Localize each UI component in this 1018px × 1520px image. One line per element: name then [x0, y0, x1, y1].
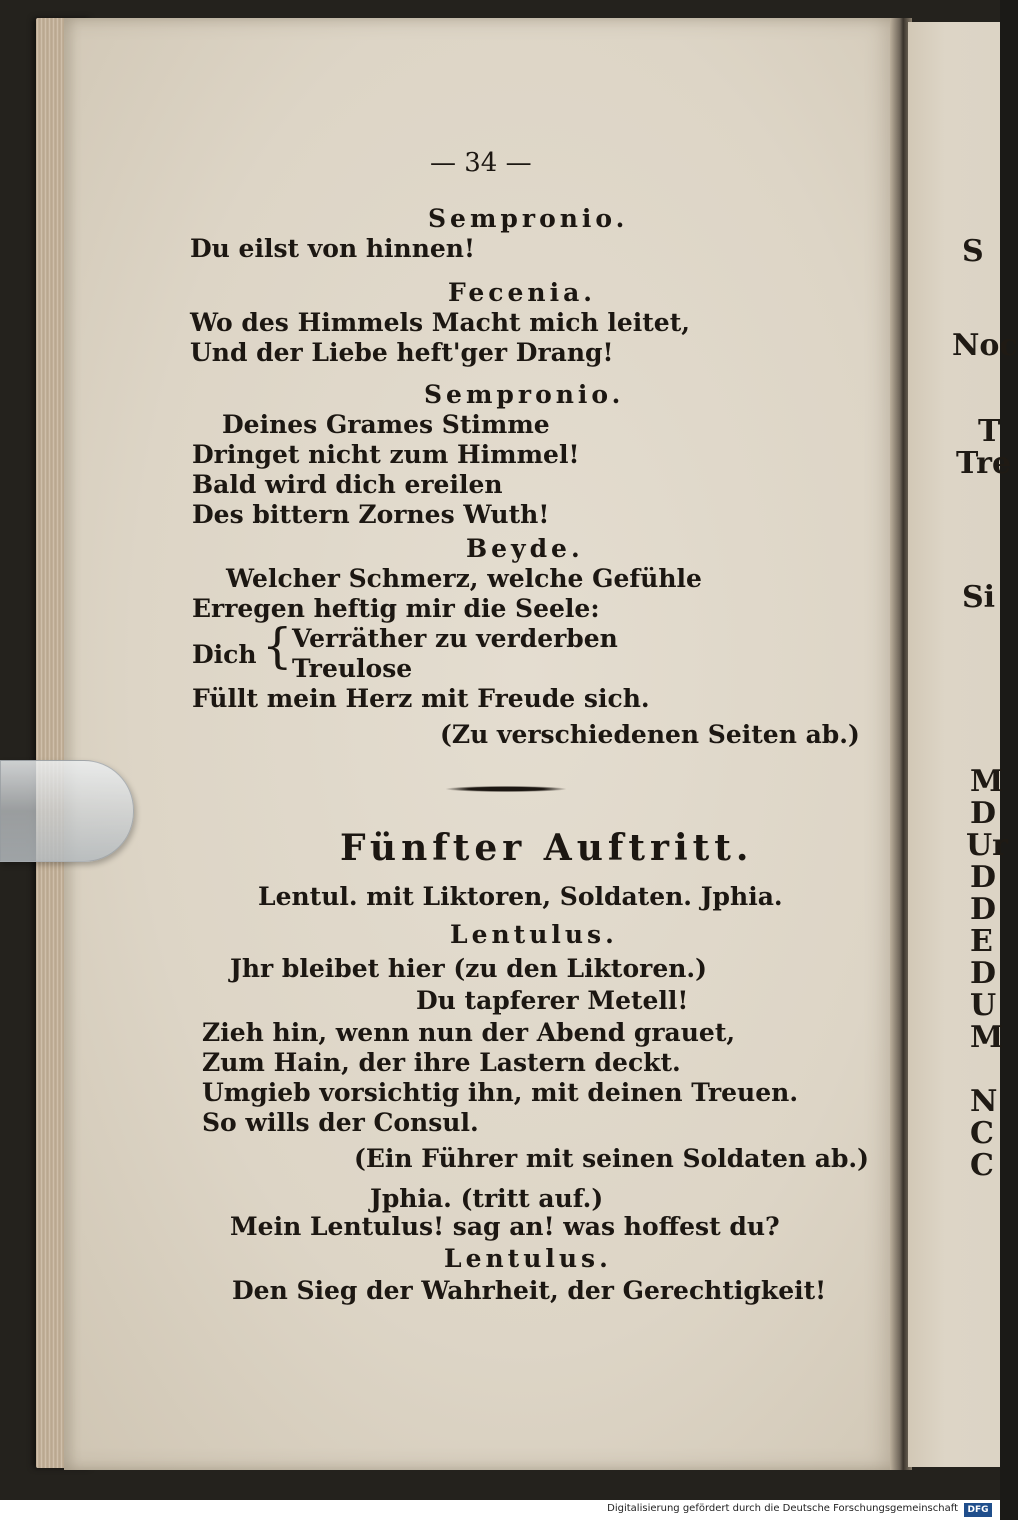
right-page-text: N: [970, 1084, 998, 1119]
verse-line: Du eilst von hinnen!: [190, 234, 475, 263]
right-page-text: T: [978, 414, 1001, 449]
stage-direction: (Zu verschiedenen Seiten ab.): [440, 720, 860, 749]
page-number: — 34 —: [430, 148, 532, 178]
verse-line: Du tapferer Metell!: [416, 986, 689, 1015]
verse-line: Umgieb vorsichtig ihn, mit deinen Treuen.: [202, 1078, 799, 1107]
verse-line: Welcher Schmerz, welche Gefühle: [226, 564, 702, 593]
speaker-name: Fecenia.: [448, 278, 596, 307]
stage-direction: (Ein Führer mit seinen Soldaten ab.): [354, 1144, 869, 1173]
verse-line: Bald wird dich ereilen: [192, 470, 503, 499]
verse-line: So wills der Consul.: [202, 1108, 479, 1137]
speaker-name: Lentulus.: [444, 1244, 612, 1273]
right-page-text: Ur: [966, 828, 1008, 863]
footer-bar: [0, 1500, 1000, 1520]
right-page-text: C: [970, 1116, 994, 1151]
verse-line: Dich: [192, 640, 257, 669]
right-page-text: U: [970, 988, 997, 1023]
verse-line: Jhr bleibet hier (zu den Liktoren.): [230, 954, 707, 983]
right-page-text: Tre: [956, 446, 1012, 481]
cast-list: Lentul. mit Liktoren, Soldaten. Jphia.: [258, 882, 783, 911]
section-divider: [446, 786, 566, 792]
right-page-text: M: [970, 764, 1004, 799]
right-page-text: Si: [962, 580, 996, 615]
verse-line: Und der Liebe heft'ger Drang!: [190, 338, 614, 367]
verse-line: Zum Hain, der ihre Lastern deckt.: [202, 1048, 681, 1077]
speaker-name: Sempronio.: [424, 380, 625, 409]
verse-line: Des bittern Zornes Wuth!: [192, 500, 550, 529]
dfg-logo: DFG: [964, 1503, 992, 1517]
verse-line: Mein Lentulus! sag an! was hoffest du?: [230, 1212, 780, 1241]
verse-line: Füllt mein Herz mit Freude sich.: [192, 684, 650, 713]
speaker-name: Sempronio.: [428, 204, 629, 233]
right-page-text: D: [970, 956, 997, 991]
verse-line: Den Sieg der Wahrheit, der Gerechtigkeit!: [232, 1276, 827, 1305]
right-page-text: Noc: [952, 328, 1018, 363]
right-page-text: D: [970, 892, 997, 927]
funding-credit: Digitalisierung gefördert durch die Deutsche Forschungsgemeinschaft: [607, 1503, 958, 1514]
scene-heading: Fünfter Auftritt.: [340, 827, 754, 869]
speaker-name: Jphia. (tritt auf.): [370, 1184, 604, 1213]
verse-line: Erregen heftig mir die Seele:: [192, 594, 600, 623]
right-page-text: S: [962, 234, 984, 269]
curly-brace: {: [262, 618, 293, 674]
verse-line: Zieh hin, wenn nun der Abend grauet,: [202, 1018, 736, 1047]
speaker-name: Lentulus.: [450, 920, 618, 949]
right-page-text: M: [970, 1020, 1004, 1055]
verse-line: Wo des Himmels Macht mich leitet,: [190, 308, 690, 337]
verse-line: Deines Grames Stimme: [222, 410, 550, 439]
right-page-text: E: [970, 924, 993, 959]
verse-line: Treulose: [292, 654, 413, 683]
verse-line: Dringet nicht zum Himmel!: [192, 440, 580, 469]
verse-line: Verräther zu verderben: [292, 624, 618, 653]
right-page-text: D: [970, 796, 997, 831]
speaker-name: Beyde.: [466, 534, 584, 563]
right-page-text: D: [970, 860, 997, 895]
right-page-text: C: [970, 1148, 994, 1183]
